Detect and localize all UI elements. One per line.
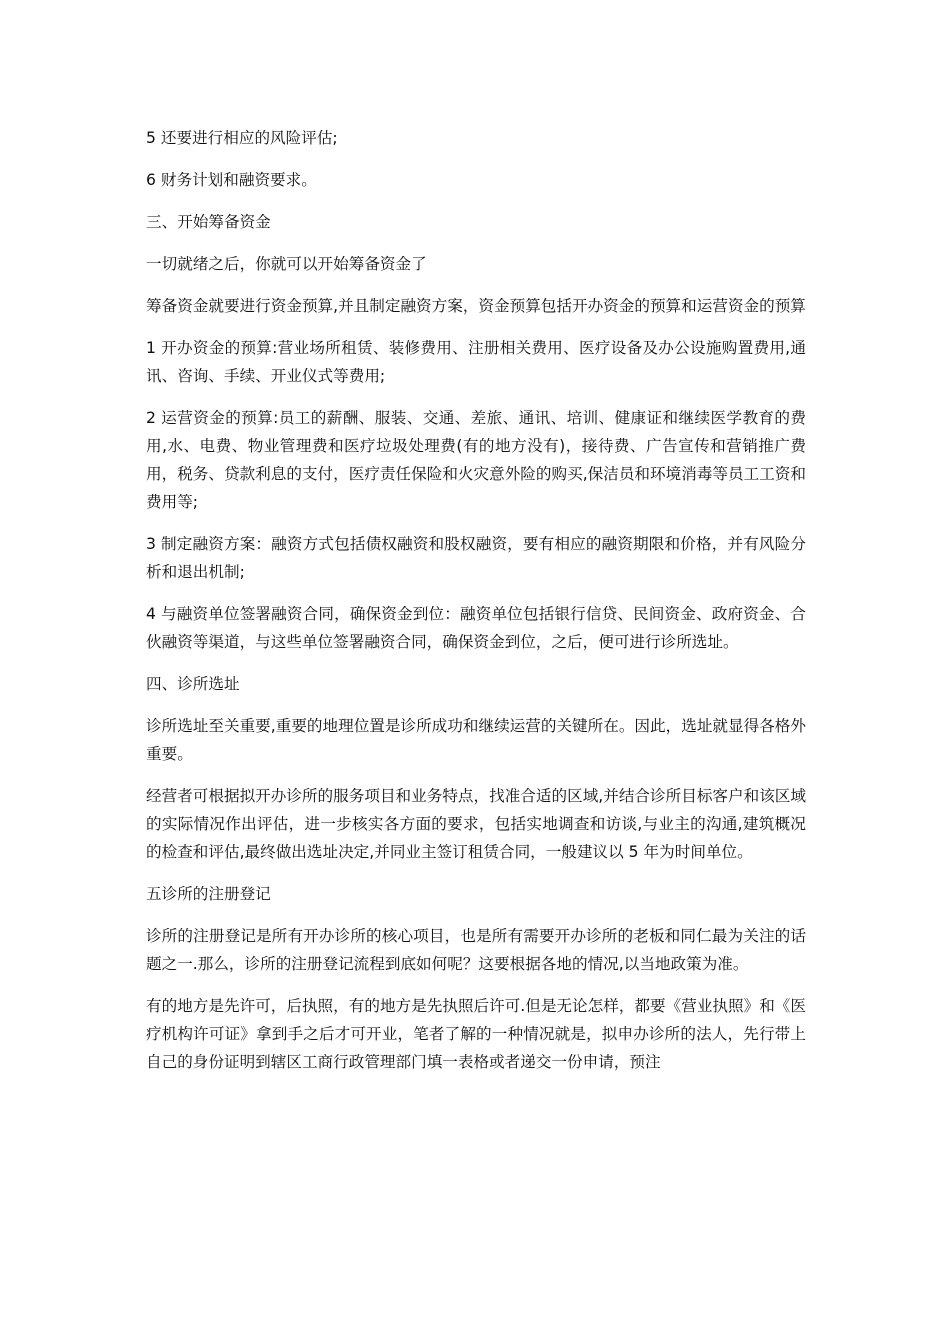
list-item-operating-budget: 2 运营资金的预算:员工的薪酬、服装、交通、差旅、通讯、培训、健康证和继续医学教育的费用,水、电费、物业管理费和医疗垃圾处理费(有的地方没有)，接待费、广告宣传和营销推广费用，税务、贷款利息的支付，医疗责任保险和火灾意外险的购买,保洁员和环境消毒等员工工资和费用等;: [146, 409, 806, 511]
list-item-startup-budget: 1 开办资金的预算:营业场所租赁、装修费用、注册相关费用、医疗设备及办公设施购置费用,通讯、咨询、手续、开业仪式等费用;: [146, 339, 806, 385]
list-item-financing-plan: 3 制定融资方案：融资方式包括债权融资和股权融资，要有相应的融资期限和价格，并有风险分析和退出机制;: [146, 535, 806, 581]
list-item-risk-assessment: 5 还要进行相应的风险评估;: [146, 129, 338, 147]
list-item-financial-plan: 6 财务计划和融资要求。: [146, 171, 317, 189]
document-body: [146, 124, 806, 1090]
paragraph-site-process: 经营者可根据拟开办诊所的服务项目和业务特点，找准合适的区域,并结合诊所目标客户和该区域的实际情况作出评估，进一步核实各方面的要求，包括实地调查和访谈,与业主的沟通,建筑概况的检查和评估,最终做出选址决定,并同业主签订租赁合同，一般建议以 5 年为时间单位。: [146, 787, 806, 861]
paragraph-ready: 一切就绪之后，你就可以开始筹备资金了: [146, 255, 427, 273]
paragraph-registration-intro: 诊所的注册登记是所有开办诊所的核心项目，也是所有需要开办诊所的老板和同仁最为关注的话题之一.那么，诊所的注册登记流程到底如何呢？这要根据各地的情况,以当地政策为准。: [146, 927, 806, 973]
section-heading-funding: 三、开始筹备资金: [146, 213, 271, 231]
list-item-financing-contract: 4 与融资单位签署融资合同，确保资金到位：融资单位包括银行信贷、民间资金、政府资金、合伙融资等渠道，与这些单位签署融资合同，确保资金到位，之后，便可进行诊所选址。: [146, 605, 806, 651]
section-heading-site: 四、诊所选址: [146, 675, 240, 693]
paragraph-site-importance: 诊所选址至关重要,重要的地理位置是诊所成功和继续运营的关键所在。因此，选址就显得各格外重要。: [146, 717, 806, 763]
section-heading-registration: 五诊所的注册登记: [146, 885, 271, 903]
paragraph-registration-process: 有的地方是先许可，后执照，有的地方是先执照后许可.但是无论怎样，都要《营业执照》和《医疗机构许可证》拿到手之后才可开业，笔者了解的一种情况就是，拟申办诊所的法人，先行带上自己的身份证明到辖区工商行政管理部门填一表格或者递交一份申请，预注: [146, 997, 806, 1071]
paragraph-budget-intro: 筹备资金就要进行资金预算,并且制定融资方案，资金预算包括开办资金的预算和运营资金的预算: [146, 297, 806, 315]
